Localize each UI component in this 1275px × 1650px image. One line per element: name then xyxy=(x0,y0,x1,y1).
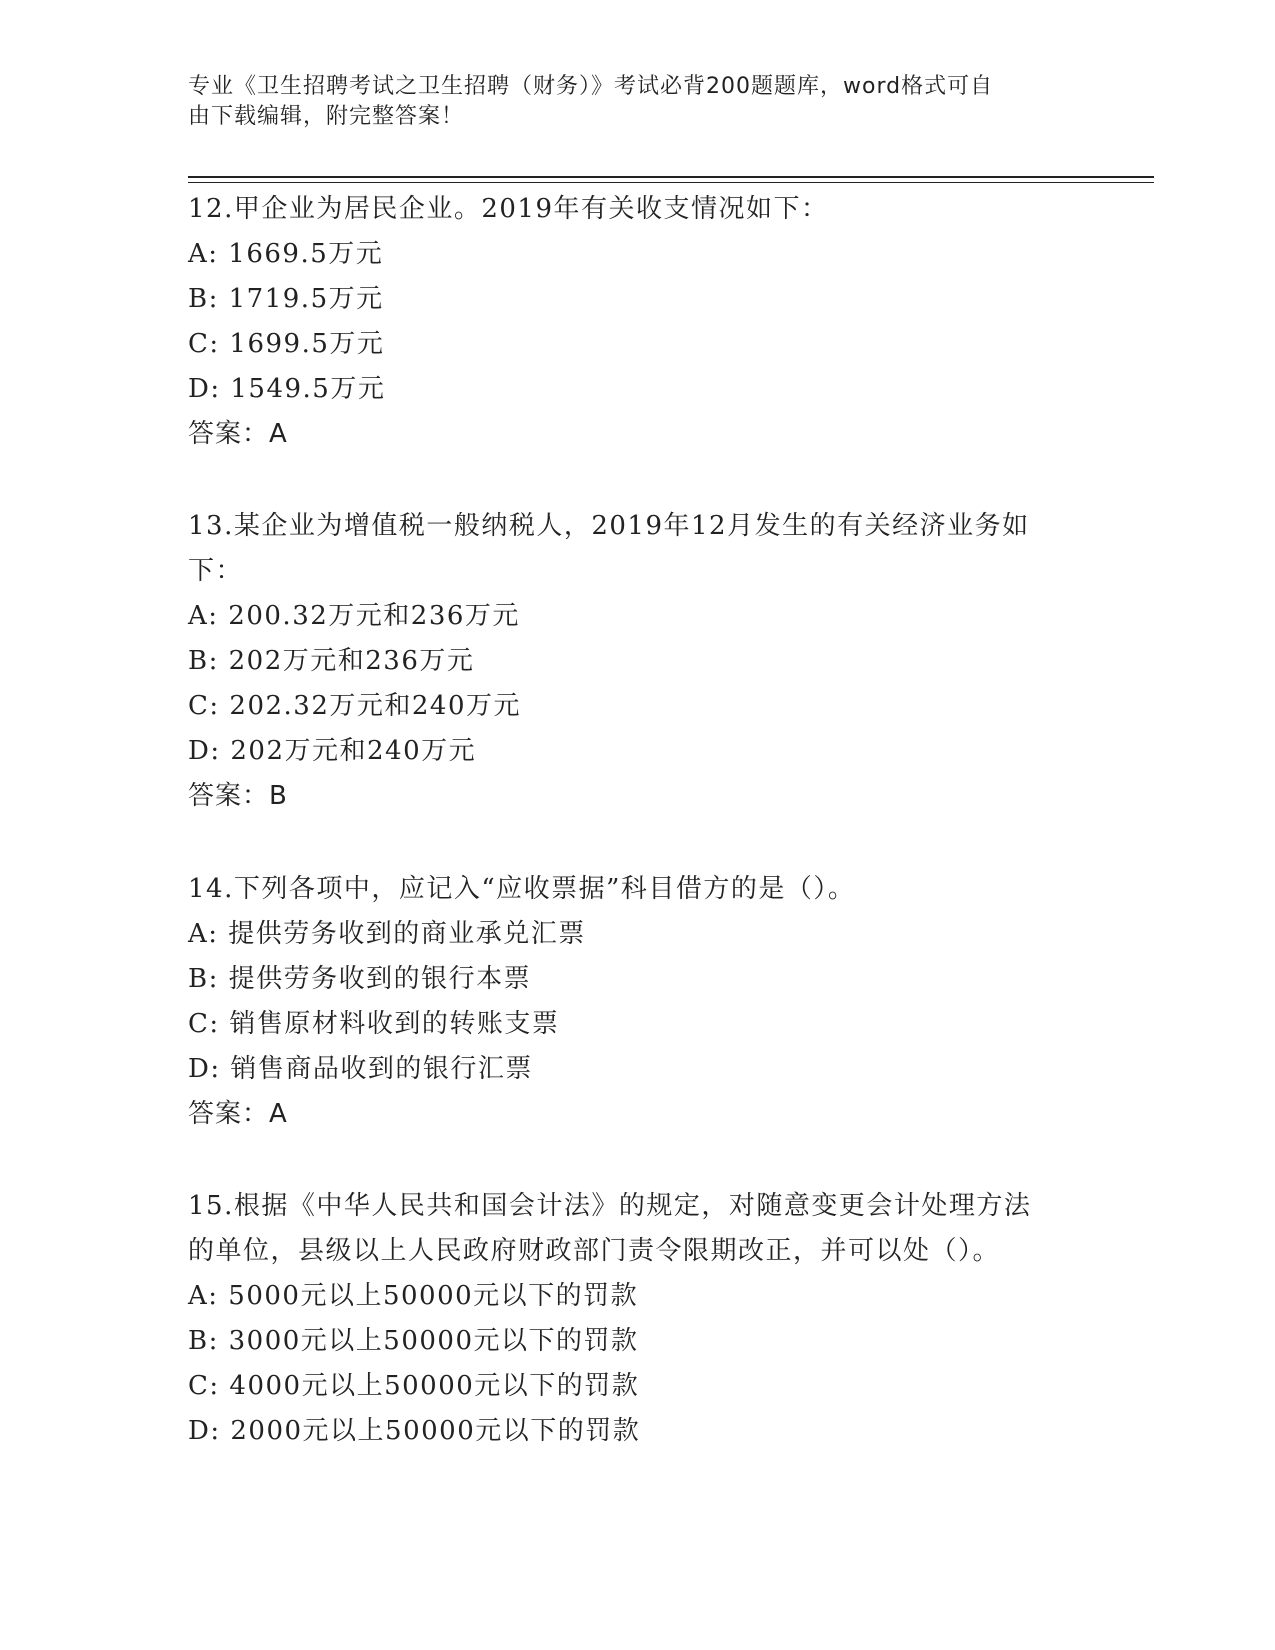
header-divider-thick xyxy=(188,176,1154,178)
option-c: C: 1699.5万元 xyxy=(188,329,385,359)
option-c: C: 销售原材料收到的转账支票 xyxy=(188,1009,560,1039)
question-stem: 14.下列各项中，应记入“应收票据”科目借方的是（）。 xyxy=(188,874,856,904)
option-d: D: 2000元以上50000元以下的罚款 xyxy=(188,1416,641,1446)
question-15 xyxy=(188,1184,1088,1454)
option-b: B: 1719.5万元 xyxy=(188,284,384,314)
option-d: D: 202万元和240万元 xyxy=(188,736,477,766)
question-12 xyxy=(188,187,1088,457)
question-stem-line-1: 15.根据《中华人民共和国会计法》的规定，对随意变更会计处理方法 xyxy=(188,1191,1032,1221)
header-line-1: 专业《卫生招聘考试之卫生招聘（财务）》考试必背200题题库，word格式可自 xyxy=(188,74,994,99)
option-a: A: 提供劳务收到的商业承兑汇票 xyxy=(188,919,586,949)
option-b: B: 提供劳务收到的银行本票 xyxy=(188,964,532,994)
question-14 xyxy=(188,867,1088,1137)
option-c: C: 202.32万元和240万元 xyxy=(188,691,522,721)
option-b: B: 202万元和236万元 xyxy=(188,646,475,676)
header-line-2: 由下载编辑，附完整答案！ xyxy=(188,104,465,129)
option-a: A: 1669.5万元 xyxy=(188,239,384,269)
option-d: D: 销售商品收到的银行汇票 xyxy=(188,1054,533,1084)
option-a: A: 200.32万元和236万元 xyxy=(188,601,520,631)
option-c: C: 4000元以上50000元以下的罚款 xyxy=(188,1371,640,1401)
answer-label: 答案：A xyxy=(188,419,288,449)
question-stem-line-2: 的单位，县级以上人民政府财政部门责令限期改正，并可以处（）。 xyxy=(188,1236,1001,1266)
document-header xyxy=(188,72,1068,132)
option-b: B: 3000元以上50000元以下的罚款 xyxy=(188,1326,639,1356)
answer-label: 答案：B xyxy=(188,781,288,811)
option-d: D: 1549.5万元 xyxy=(188,374,386,404)
option-a: A: 5000元以上50000元以下的罚款 xyxy=(188,1281,639,1311)
answer-label: 答案：A xyxy=(188,1099,288,1129)
question-stem-line-2: 下： xyxy=(188,556,244,586)
header-divider-thin xyxy=(188,182,1154,183)
question-stem: 12.甲企业为居民企业。2019年有关收支情况如下： xyxy=(188,194,829,224)
question-13 xyxy=(188,504,1088,819)
question-stem-line-1: 13.某企业为增值税一般纳税人，2019年12月发生的有关经济业务如 xyxy=(188,511,1030,541)
